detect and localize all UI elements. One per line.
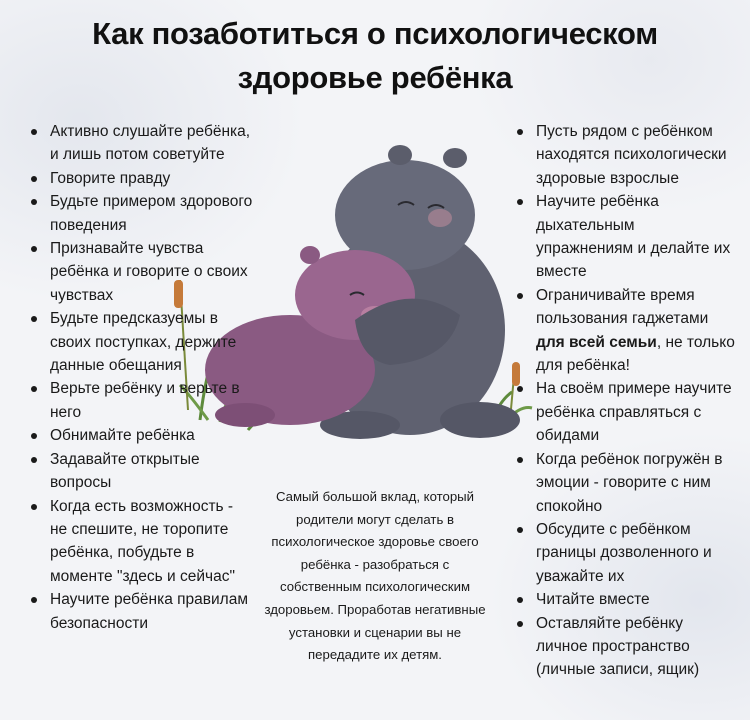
tip-item: Верьте ребёнку и верьте в него [28, 377, 253, 424]
tip-item: Задавайте открытые вопросы [28, 448, 253, 495]
tip-item: Признавайте чувства ребёнка и говорите о своих чувствах [28, 237, 253, 307]
tip-text: , не только для ребёнка! [536, 333, 735, 375]
tip-item: Когда есть возможность - не спешите, не торопите ребёнка, побудьте в моменте "здесь и сейчас" [28, 495, 253, 589]
tip-item: Оставляйте ребёнку личное пространство (личные записи, ящик) [514, 612, 736, 682]
tip-text: для всей семьи [536, 333, 657, 351]
title-line-1: Как позаботиться о психологическом [92, 16, 658, 51]
tip-item: Говорите правду [28, 167, 253, 190]
tip-item: Будьте примером здорового поведения [28, 190, 253, 237]
tip-item: Обнимайте ребёнка [28, 424, 253, 447]
tip-item: На своём примере научите ребёнка справляться с обидами [514, 377, 736, 447]
page-title [0, 12, 750, 100]
title-line-2: здоровье ребёнка [237, 60, 513, 95]
tip-item: Активно слушайте ребёнка, и лишь потом советуйте [28, 120, 253, 167]
left-tips-list [28, 120, 253, 635]
tip-text: Ограничивайте время пользования гаджетами [536, 286, 709, 328]
tip-item: Научите ребёнка правилам безопасности [28, 588, 253, 635]
tip-item: Пусть рядом с ребёнком находятся психологически здоровые взрослые [514, 120, 736, 190]
tip-item [514, 284, 736, 378]
tip-item: Будьте предсказуемы в своих поступках, держите данные обещания [28, 307, 253, 377]
tip-item: Читайте вместе [514, 588, 736, 611]
right-tips-list [514, 120, 736, 682]
center-note: Самый большой вклад, который родители могут сделать в психологическое здоровье своего ребёнка - разобраться с собственным психологическим здоровьем. Проработав негативные установки и сценарии вы не передадите их детям. [264, 489, 486, 663]
tip-item: Когда ребёнок погружён в эмоции - говорите с ним спокойно [514, 448, 736, 518]
tip-item: Обсудите с ребёнком границы дозволенного и уважайте их [514, 518, 736, 588]
tip-item: Научите ребёнка дыхательным упражнениям и делайте их вместе [514, 190, 736, 284]
